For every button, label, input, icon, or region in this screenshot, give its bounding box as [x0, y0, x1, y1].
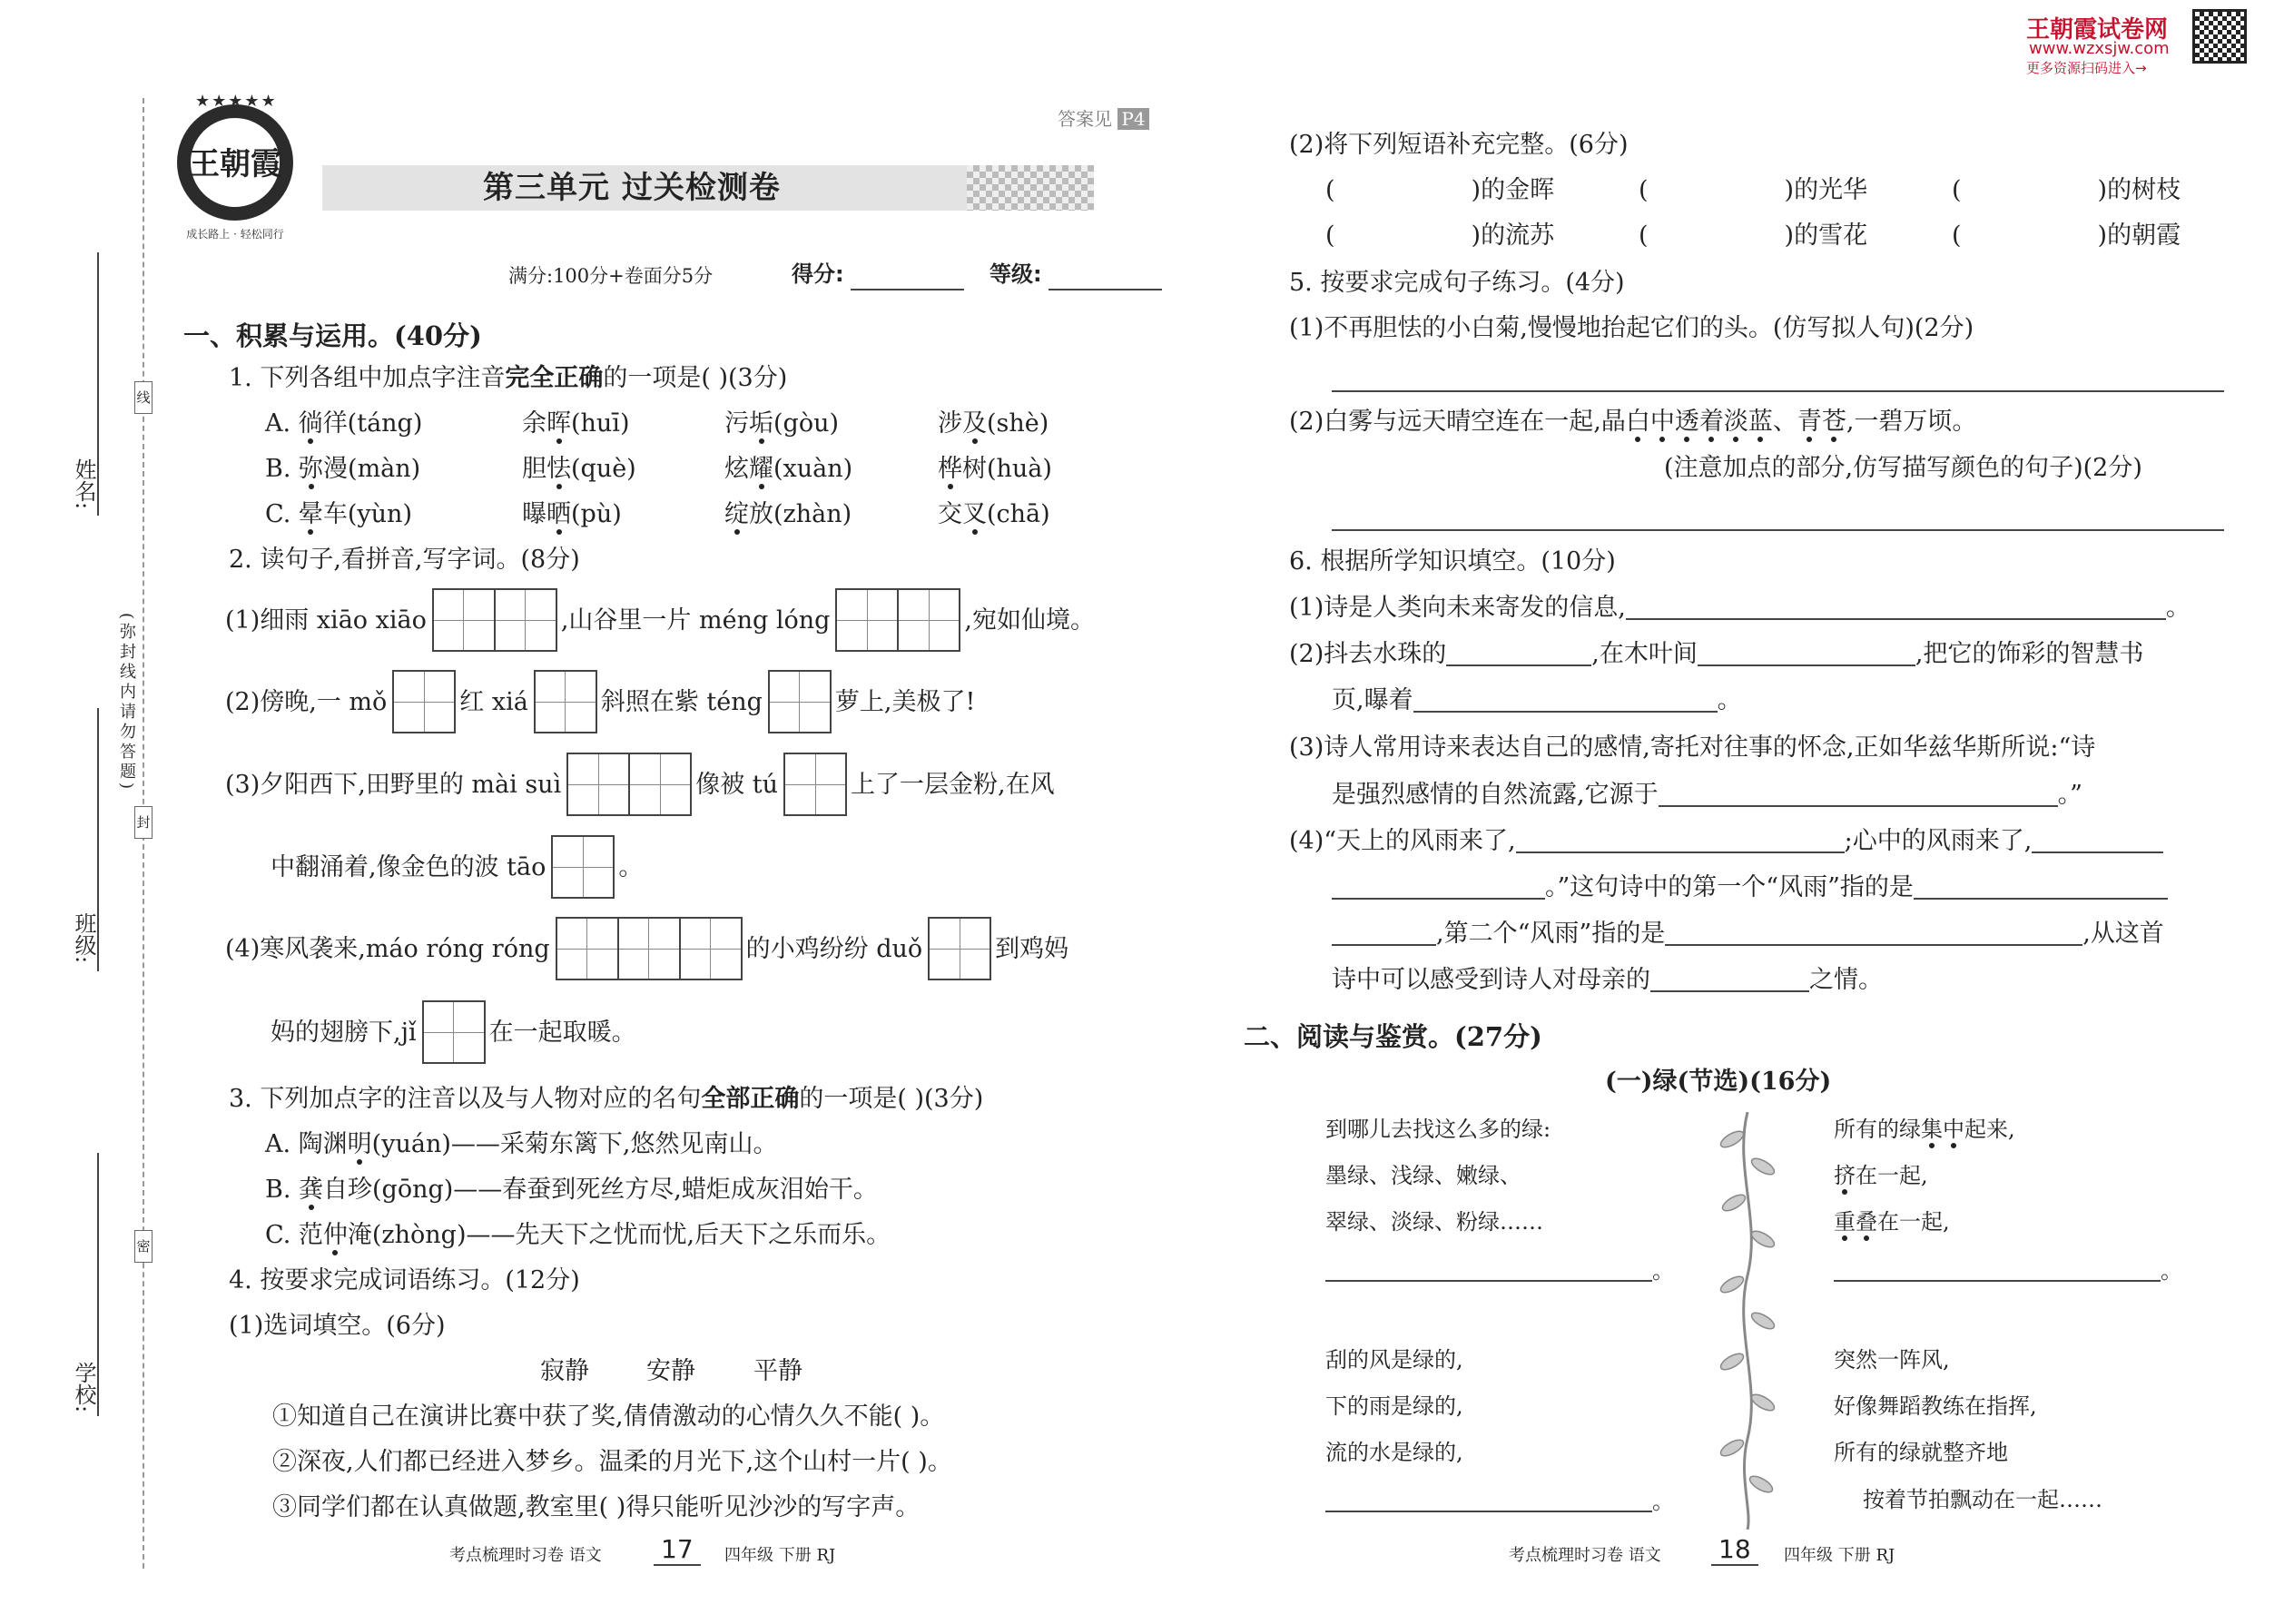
q4-stem: 4. 按要求完成词语练习。(12分) — [229, 1266, 580, 1294]
binding-line-mark: 线 — [134, 381, 153, 414]
poem-line: 到哪儿去找这么多的绿: — [1325, 1117, 1551, 1142]
writing-grid[interactable] — [835, 588, 959, 652]
brand-tip: 更多资源扫码进入→ — [2026, 60, 2147, 76]
class-field[interactable] — [97, 708, 99, 971]
q6-blank[interactable] — [2032, 828, 2163, 853]
q3-stem: 3. 下列加点字的注音以及与人物对应的名句全部正确的一项是( )(3分) — [229, 1085, 984, 1113]
poem-line: 翠绿、淡绿、粉绿…… — [1325, 1209, 1543, 1235]
q6-blank[interactable] — [1332, 920, 1436, 946]
q2-line4: (4)寒风袭来,máo róng róng 的小鸡纷纷 duǒ 到鸡妈 — [225, 917, 1068, 980]
poem-blank-3[interactable]: 。 — [1834, 1260, 2182, 1282]
q6-line4c: ,第二个“风雨”指的是 ,从这首 — [1332, 920, 2164, 946]
section2-title: 二、阅读与鉴赏。(27分) — [1244, 1021, 1542, 1052]
writing-grid[interactable] — [783, 753, 845, 816]
q1-option-b-3: 炫耀(xuàn) — [724, 455, 853, 483]
q4-sentence-1[interactable]: ①知道自己在演讲比赛中获了奖,倩倩激动的心情久久不能( )。 — [272, 1403, 945, 1431]
q6-blank[interactable] — [1659, 782, 2058, 807]
poem-line: 好像舞蹈教练在指挥, — [1834, 1393, 2037, 1419]
q6-line3: (3)诗人常用诗来表达自己的感情,寄托对往事的怀念,正如华兹华斯所说:“诗 — [1289, 733, 2096, 762]
q6-line1: (1)诗是人类向未来寄发的信息, 。 — [1289, 594, 2191, 622]
q6-blank[interactable] — [1413, 687, 1718, 713]
phrase-5[interactable]: ( )的雪花 — [1639, 221, 1868, 250]
q5-answer-line-2[interactable] — [1332, 529, 2224, 531]
q1-option-a-3: 污垢(gòu) — [724, 409, 839, 438]
section1-title: 一、积累与运用。(40分) — [183, 320, 482, 351]
writing-grid[interactable] — [422, 1000, 484, 1064]
class-label: 班级: — [71, 912, 96, 964]
page-number-left: 17 — [654, 1534, 701, 1566]
q1-option-b-4: 桦树(huà) — [938, 455, 1052, 483]
phrase-1[interactable]: ( )的金晖 — [1325, 176, 1555, 204]
logo-badge — [177, 92, 293, 241]
q4-sub1: (1)选词填空。(6分) — [229, 1312, 446, 1340]
q4-sub2: (2)将下列短语补充完整。(6分) — [1289, 131, 1629, 159]
poem-title: (一)绿(节选)(16分) — [1605, 1068, 1832, 1096]
got-score-field[interactable] — [851, 289, 964, 290]
qr-code-icon[interactable] — [2192, 9, 2247, 64]
q1-option-c-3: 绽放(zhàn) — [724, 500, 852, 528]
vine-decoration-icon — [1707, 1112, 1788, 1530]
q6-line2b: 页,曝着 。 — [1332, 686, 1742, 714]
poem-line: 流的水是绿的, — [1325, 1440, 1463, 1465]
q5-answer-line-1[interactable] — [1332, 390, 2224, 392]
q6-line4b: 。”这句诗中的第一个“风雨”指的是 — [1332, 874, 2168, 900]
score-info: 满分:100分+卷面分5分 — [508, 265, 714, 287]
poem-line: 突然一阵风, — [1834, 1347, 1950, 1373]
q6-blank[interactable] — [1650, 967, 1809, 992]
q4-sentence-2[interactable]: ②深夜,人们都已经进入梦乡。温柔的月光下,这个山村一片( )。 — [272, 1448, 952, 1476]
writing-grid[interactable] — [432, 588, 556, 652]
q1-option-a-4: 涉及(shè) — [938, 409, 1049, 438]
poem-line: 所有的绿集中起来, — [1834, 1117, 2015, 1142]
grade-field[interactable] — [1049, 289, 1162, 290]
writing-grid[interactable] — [392, 670, 454, 733]
q1-option-b[interactable]: B. 弥漫(màn) — [265, 455, 421, 483]
writing-grid[interactable] — [534, 670, 596, 733]
q1-option-c-2: 曝晒(pù) — [522, 500, 622, 528]
answer-ref: 答案见 P4 — [1058, 110, 1149, 128]
q5-stem: 5. 按要求完成句子练习。(4分) — [1289, 269, 1625, 297]
q1-option-c[interactable]: C. 晕车(yùn) — [265, 500, 412, 528]
q6-line4d: 诗中可以感受到诗人对母亲的 之情。 — [1332, 966, 1883, 994]
q5-note: (注意加点的部分,仿写描写颜色的句子)(2分) — [1664, 454, 2142, 482]
writing-grid[interactable] — [566, 753, 690, 816]
page-number-right: 18 — [1711, 1534, 1758, 1566]
footer-grade-left: 四年级 下册 RJ — [724, 1546, 836, 1565]
q3-option-c[interactable]: C. 范仲淹(zhòng)——先天下之忧而忧,后天下之乐而乐。 — [265, 1221, 891, 1249]
q6-blank[interactable] — [1914, 874, 2168, 900]
grade-label: 等级: — [989, 261, 1042, 287]
word-choice-2: 安静 — [646, 1357, 695, 1385]
q1-option-c-4: 交叉(chā) — [938, 500, 1050, 528]
q2-line3: (3)夕阳西下,田野里的 mài suì 像被 tú 上了一层金粉,在风 — [225, 753, 1055, 816]
brand-url[interactable]: www.wzxsjw.com — [2029, 39, 2170, 58]
phrase-6[interactable]: ( )的朝霞 — [1952, 221, 2181, 250]
poem-line: 重叠在一起, — [1834, 1209, 1950, 1235]
q4-sentence-3[interactable]: ③同学们都在认真做题,教室里( )得只能听见沙沙的写字声。 — [272, 1493, 921, 1521]
q2-line4b: 妈的翅膀下,jǐ 在一起取暖。 — [271, 1000, 636, 1064]
q3-option-a[interactable]: A. 陶渊明(yuán)——采菊东篱下,悠然见南山。 — [265, 1130, 778, 1158]
q2-line2: (2)傍晚,一 mǒ 红 xiá 斜照在紫 téng 萝上,美极了! — [225, 670, 975, 733]
poem-line: 所有的绿就整齐地 — [1834, 1440, 2008, 1465]
logo-slogan: 成长路上 · 轻松同行 — [186, 228, 284, 241]
q6-blank[interactable] — [1665, 920, 2082, 946]
q6-line4: (4)“天上的风雨来了, ;心中的风雨来了, — [1289, 828, 2163, 853]
word-choice-3: 平静 — [753, 1357, 802, 1385]
binding-note: (弥封线内请勿答题) — [117, 613, 136, 793]
q3-option-b[interactable]: B. 龚自珍(gōng)——春蚕到死丝方尽,蜡炬成灰泪始干。 — [265, 1176, 878, 1204]
q6-blank[interactable] — [1516, 828, 1845, 853]
binding-seal-mark: 封 — [134, 806, 153, 839]
q6-blank[interactable] — [1446, 641, 1591, 666]
writing-grid[interactable] — [556, 917, 741, 980]
writing-grid[interactable] — [928, 917, 989, 980]
q2-line3b: 中翻涌着,像金色的波 tāo 。 — [271, 835, 643, 899]
q5-sentence-2: (2)白雾与远天晴空连在一起,晶白中透着淡蓝、青苍,一碧万顷。 — [1289, 408, 1977, 436]
phrase-4[interactable]: ( )的流苏 — [1325, 221, 1555, 250]
binding-secret-mark: 密 — [134, 1230, 153, 1263]
q6-line2: (2)抖去水珠的 ,在木叶间 ,把它的饰彩的智慧书 — [1289, 640, 2144, 668]
footer-right-info: 考点梳理时习卷 语文 — [1509, 1546, 1661, 1565]
writing-grid[interactable] — [768, 670, 830, 733]
name-field[interactable] — [97, 252, 99, 516]
q2-line1: (1)细雨 xiāo xiāo ,山谷里一片 méng lóng ,宛如仙境。 — [225, 588, 1095, 652]
page-title: 第三单元 过关检测卷 — [483, 170, 781, 206]
q6-line3b: 是强烈感情的自然流露,它源于 。” — [1332, 781, 2082, 809]
q6-blank[interactable] — [1626, 595, 2166, 620]
logo-text: 王朝霞 — [189, 146, 281, 182]
answer-page: P4 — [1117, 108, 1148, 130]
phrase-3[interactable]: ( )的树枝 — [1952, 176, 2181, 204]
footer-left-info: 考点梳理时习卷 语文 — [449, 1546, 602, 1565]
school-field[interactable] — [97, 1153, 99, 1416]
brand-name: 王朝霞试卷网 — [2026, 16, 2169, 44]
word-choice-1: 寂静 — [540, 1357, 589, 1385]
q6-stem: 6. 根据所学知识填空。(10分) — [1289, 547, 1616, 576]
name-label: 姓名: — [71, 458, 96, 510]
poem-line: 挤在一起, — [1834, 1163, 1928, 1188]
q6-blank[interactable] — [1698, 641, 1915, 666]
q6-blank[interactable] — [1332, 874, 1545, 900]
footer-grade-right: 四年级 下册 RJ — [1784, 1546, 1895, 1565]
poem-blank-2[interactable]: 。 — [1325, 1491, 1674, 1512]
q1-stem: 1. 下列各组中加点字注音完全正确的一项是( )(3分) — [229, 364, 788, 392]
q1-option-a[interactable]: A. 徜徉(táng) — [265, 409, 423, 438]
poem-line: 按着节拍飘动在一起…… — [1863, 1487, 2102, 1512]
phrase-2[interactable]: ( )的光华 — [1639, 176, 1868, 204]
poem-line: 墨绿、浅绿、嫩绿、 — [1325, 1163, 1521, 1188]
got-score-label: 得分: — [792, 261, 844, 287]
poem-line: 下的雨是绿的, — [1325, 1393, 1463, 1419]
q1-option-b-2: 胆怯(què) — [522, 455, 636, 483]
poem-blank-1[interactable]: 。 — [1325, 1260, 1674, 1282]
writing-grid[interactable] — [551, 835, 613, 899]
poem-line: 刮的风是绿的, — [1325, 1347, 1463, 1373]
q1-option-a-2: 余晖(huī) — [522, 409, 630, 438]
school-label: 学校: — [71, 1362, 96, 1413]
star-icon: ★★★★★ — [195, 92, 278, 111]
q5-sentence-1: (1)不再胆怯的小白菊,慢慢地抬起它们的头。(仿写拟人句)(2分) — [1289, 314, 1974, 342]
q2-stem: 2. 读句子,看拼音,写字词。(8分) — [229, 546, 580, 574]
